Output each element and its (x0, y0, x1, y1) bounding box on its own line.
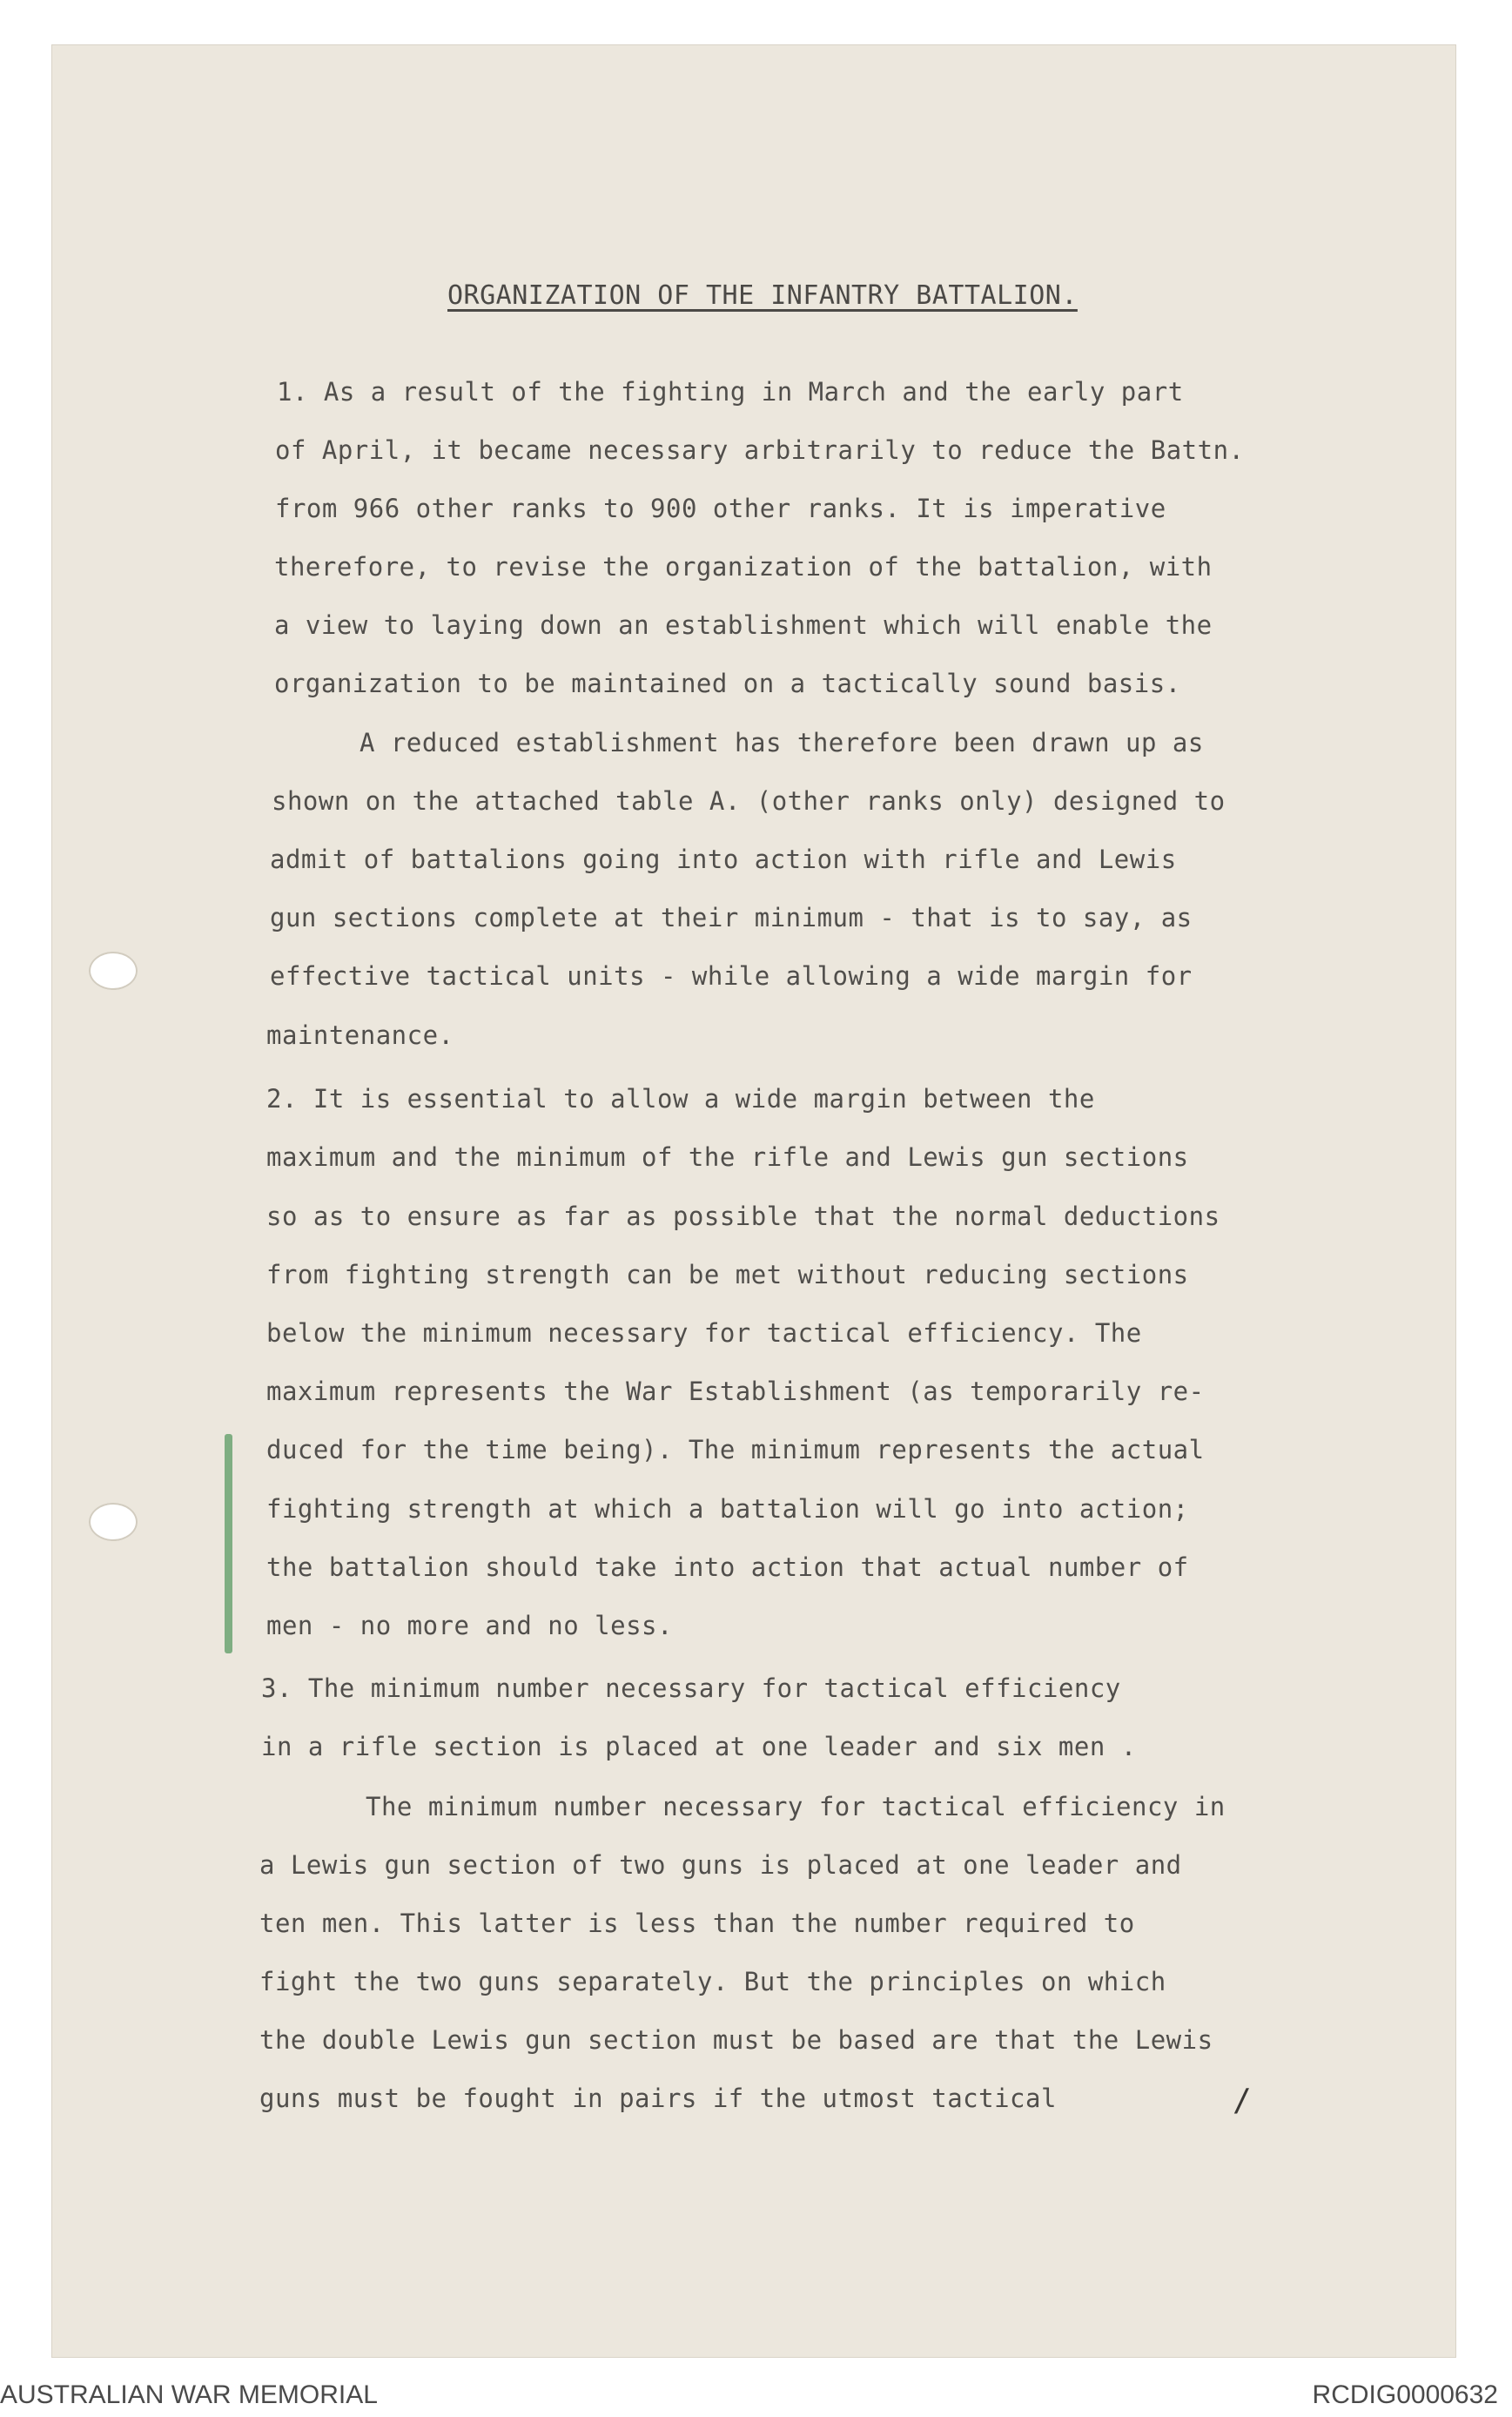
body-line: fight the two guns separately. But the principles on which (259, 1967, 1166, 1996)
body-line: 1. As a result of the fighting in March and the early part (277, 377, 1184, 407)
archive-reference-id: RCDIG0000632 (1312, 2380, 1498, 2409)
body-line: 3. The minimum number necessary for tactical efficiency (261, 1673, 1121, 1703)
archive-credit: AUSTRALIAN WAR MEMORIAL (0, 2380, 378, 2409)
body-line: fighting strength at which a battalion will go into action; (266, 1494, 1189, 1524)
body-line: gun sections complete at their minimum - that is to say, as (270, 903, 1193, 932)
body-line: 2. It is essential to allow a wide margin between the (266, 1084, 1095, 1114)
punch-hole-upper (89, 952, 138, 990)
body-line: a view to laying down an establishment which will enable the (274, 610, 1213, 640)
body-line: a Lewis gun section of two guns is placed at one leader and (259, 1850, 1182, 1880)
document-title: ORGANIZATION OF THE INFANTRY BATTALION. (447, 280, 1078, 311)
body-line: organization to be maintained on a tactically sound basis. (274, 669, 1181, 698)
body-line: below the minimum necessary for tactical efficiency. The (266, 1318, 1142, 1348)
body-line: the battalion should take into action that actual number of (266, 1552, 1189, 1582)
body-line: maximum represents the War Establishment (as temporarily re- (266, 1377, 1205, 1406)
body-line: in a rifle section is placed at one leader and six men . (261, 1732, 1137, 1761)
body-line: so as to ensure as far as possible that the normal deductions (266, 1202, 1220, 1231)
continuation-slash: / (1233, 2083, 1252, 2118)
body-line: admit of battalions going into action with rifle and Lewis (270, 845, 1177, 874)
body-line: ten men. This latter is less than the number required to (259, 1909, 1135, 1938)
body-line: men - no more and no less. (266, 1611, 673, 1640)
body-line: guns must be fought in pairs if the utmost tactical (259, 2084, 1057, 2113)
body-line: effective tactical units - while allowing a wide margin for (270, 961, 1193, 991)
body-line: of April, it became necessary arbitrarily to reduce the Battn. (275, 435, 1245, 465)
body-line: duced for the time being). The minimum represents the actual (266, 1435, 1205, 1464)
body-line: therefore, to revise the organization of the battalion, with (274, 552, 1213, 582)
body-line: The minimum number necessary for tactical efficiency in (366, 1792, 1226, 1821)
body-line: maintenance. (266, 1020, 454, 1050)
body-line: shown on the attached table A. (other ranks only) designed to (272, 786, 1226, 816)
margin-highlight-bar (225, 1434, 232, 1653)
punch-hole-lower (89, 1503, 138, 1541)
body-line: from 966 other ranks to 900 other ranks. It is imperative (275, 494, 1166, 523)
body-line: from fighting strength can be met without reducing sections (266, 1260, 1189, 1289)
body-line: the double Lewis gun section must be based are that the Lewis (259, 2025, 1213, 2055)
body-line: A reduced establishment has therefore been drawn up as (360, 728, 1204, 757)
body-line: maximum and the minimum of the rifle and Lewis gun sections (266, 1142, 1189, 1172)
